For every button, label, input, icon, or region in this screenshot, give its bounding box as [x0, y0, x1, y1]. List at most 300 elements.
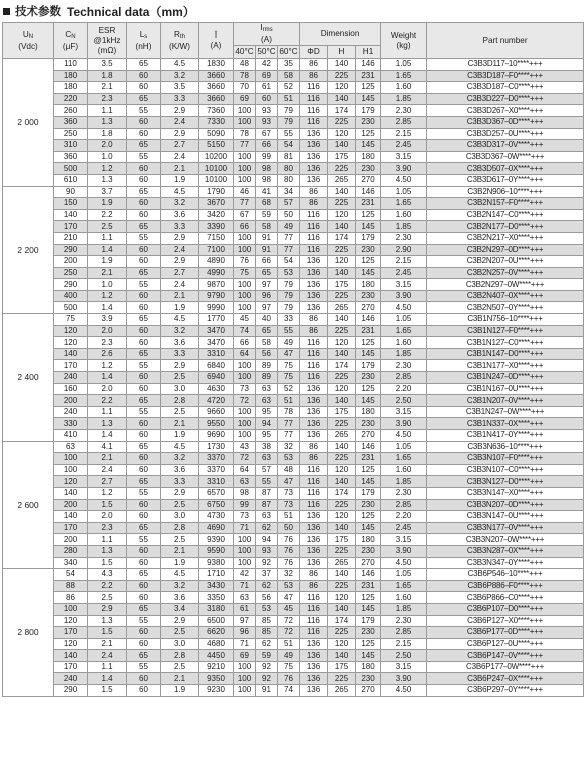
table-row: [3, 685, 584, 697]
table-cell: 77: [234, 140, 256, 152]
table-cell: 53: [278, 580, 300, 592]
table-cell: 175: [328, 534, 356, 546]
table-cell: 1.2: [88, 487, 127, 499]
table-row: [3, 395, 584, 407]
table-row: [3, 534, 584, 546]
table-cell: 240: [54, 406, 88, 418]
table-cell: 4690: [199, 522, 234, 534]
table-cell: 100: [234, 418, 256, 430]
col-50c: 50°C: [256, 46, 278, 59]
table-cell: 2.50: [381, 395, 427, 407]
table-cell: 3180: [199, 603, 234, 615]
table-cell: 225: [328, 418, 356, 430]
table-cell: 41: [256, 186, 278, 198]
table-cell: 86: [300, 325, 328, 337]
table-cell: 3.90: [381, 290, 427, 302]
table-cell: 1.4: [88, 244, 127, 256]
part-number-cell: C3B3N147–0U****+++: [427, 511, 584, 523]
table-cell: 140: [328, 140, 356, 152]
table-cell: 610: [54, 174, 88, 186]
table-cell: 3.2: [161, 70, 199, 82]
table-row: [3, 522, 584, 534]
part-number-cell: C3B6P127–0U****+++: [427, 638, 584, 650]
table-cell: 1.9: [161, 557, 199, 569]
table-cell: 2.15: [381, 256, 427, 268]
table-cell: 140: [328, 314, 356, 326]
table-cell: 4990: [199, 267, 234, 279]
table-cell: 2.0: [88, 383, 127, 395]
table-cell: 62: [256, 638, 278, 650]
table-row: [3, 70, 584, 82]
table-cell: 225: [328, 163, 356, 175]
table-cell: 136: [300, 661, 328, 673]
table-cell: 65: [127, 348, 161, 360]
table-row: [3, 290, 584, 302]
table-cell: 60: [127, 685, 161, 697]
table-cell: 96: [256, 290, 278, 302]
table-cell: 1.85: [381, 93, 427, 105]
table-cell: 3.2: [161, 453, 199, 465]
table-cell: 53: [256, 603, 278, 615]
table-cell: 170: [54, 221, 88, 233]
table-cell: 9660: [199, 406, 234, 418]
table-cell: 79: [278, 105, 300, 117]
table-cell: 75: [278, 372, 300, 384]
table-cell: 2.7: [88, 476, 127, 488]
table-cell: 3350: [199, 592, 234, 604]
table-cell: 230: [356, 372, 381, 384]
table-cell: 231: [356, 580, 381, 592]
table-cell: 9790: [199, 290, 234, 302]
table-cell: 231: [356, 325, 381, 337]
table-cell: 65: [127, 267, 161, 279]
table-cell: 74: [278, 685, 300, 697]
table-cell: 9350: [199, 673, 234, 685]
table-cell: 69: [234, 650, 256, 662]
table-cell: 1.0: [88, 279, 127, 291]
table-cell: 125: [356, 256, 381, 268]
table-cell: 116: [300, 615, 328, 627]
table-cell: 2.8: [161, 395, 199, 407]
table-cell: 1.3: [88, 545, 127, 557]
table-cell: 54: [278, 140, 300, 152]
table-cell: 55: [127, 534, 161, 546]
table-cell: 400: [54, 290, 88, 302]
table-cell: 100: [54, 603, 88, 615]
table-cell: 55: [256, 476, 278, 488]
table-cell: 60: [127, 511, 161, 523]
table-cell: 1.4: [88, 372, 127, 384]
table-cell: 1.1: [88, 105, 127, 117]
table-cell: 140: [54, 209, 88, 221]
table-cell: 1.9: [161, 174, 199, 186]
table-cell: 73: [234, 511, 256, 523]
table-cell: 4.50: [381, 685, 427, 697]
table-cell: 120: [328, 128, 356, 140]
table-cell: 6840: [199, 360, 234, 372]
table-cell: 91: [256, 244, 278, 256]
table-cell: 3.5: [161, 82, 199, 94]
table-cell: 146: [356, 59, 381, 71]
table-cell: 85: [256, 615, 278, 627]
table-cell: 77: [278, 418, 300, 430]
part-number-cell: C3B3N107–F0****+++: [427, 453, 584, 465]
table-cell: 4.3: [88, 569, 127, 581]
table-cell: 4.50: [381, 430, 427, 442]
table-cell: 54: [278, 256, 300, 268]
table-cell: 73: [278, 487, 300, 499]
table-cell: 92: [256, 673, 278, 685]
part-number-cell: C3B6P147–0V****+++: [427, 650, 584, 662]
table-cell: 1.05: [381, 569, 427, 581]
table-cell: 1.4: [88, 673, 127, 685]
table-cell: 2.20: [381, 511, 427, 523]
table-cell: 57: [278, 198, 300, 210]
table-cell: 136: [300, 383, 328, 395]
table-cell: 100: [234, 174, 256, 186]
table-cell: 100: [234, 116, 256, 128]
table-cell: 3370: [199, 453, 234, 465]
table-cell: 87: [256, 487, 278, 499]
table-cell: 230: [356, 116, 381, 128]
table-cell: 2.8: [161, 650, 199, 662]
table-cell: 230: [356, 244, 381, 256]
table-cell: 2.90: [381, 244, 427, 256]
part-number-cell: C3B3N347–0Y****+++: [427, 557, 584, 569]
table-cell: 85: [256, 627, 278, 639]
table-cell: 89: [256, 372, 278, 384]
table-cell: 1.1: [88, 232, 127, 244]
table-row: [3, 650, 584, 662]
table-cell: 55: [127, 279, 161, 291]
table-cell: 94: [256, 534, 278, 546]
table-cell: 7150: [199, 232, 234, 244]
table-cell: 136: [300, 279, 328, 291]
table-cell: 77: [278, 232, 300, 244]
table-cell: 1.9: [161, 685, 199, 697]
table-cell: 230: [356, 163, 381, 175]
table-cell: 51: [278, 395, 300, 407]
table-row: [3, 476, 584, 488]
table-cell: 97: [256, 302, 278, 314]
table-cell: 1.3: [88, 418, 127, 430]
col-height: H: [328, 46, 356, 59]
table-row: [3, 615, 584, 627]
table-cell: 136: [300, 534, 328, 546]
table-cell: 225: [328, 244, 356, 256]
table-cell: 125: [356, 337, 381, 349]
table-cell: 65: [127, 395, 161, 407]
table-cell: 1.85: [381, 476, 427, 488]
table-cell: 60: [127, 325, 161, 337]
col-ls: $L_s$ (nH): [127, 23, 161, 59]
part-number-cell: C3B3D267–X0****+++: [427, 105, 584, 117]
table-row: [3, 244, 584, 256]
table-cell: 53: [278, 267, 300, 279]
table-cell: 1.60: [381, 82, 427, 94]
table-cell: 2.7: [161, 140, 199, 152]
table-cell: 76: [278, 673, 300, 685]
table-cell: 100: [54, 453, 88, 465]
table-cell: 270: [356, 557, 381, 569]
table-cell: 2.9: [161, 615, 199, 627]
table-cell: 86: [54, 592, 88, 604]
table-cell: 6620: [199, 627, 234, 639]
table-cell: 290: [54, 279, 88, 291]
table-cell: 60: [127, 580, 161, 592]
table-cell: 49: [278, 221, 300, 233]
part-number-cell: C3B2N177–D0****+++: [427, 221, 584, 233]
table-cell: 220: [54, 93, 88, 105]
table-cell: 136: [300, 128, 328, 140]
table-cell: 230: [356, 418, 381, 430]
table-cell: 140: [328, 186, 356, 198]
table-cell: 60: [127, 302, 161, 314]
table-cell: 136: [300, 151, 328, 163]
table-cell: 1.65: [381, 325, 427, 337]
table-cell: 69: [234, 93, 256, 105]
table-cell: 116: [300, 232, 328, 244]
table-cell: 81: [278, 151, 300, 163]
table-cell: 76: [278, 557, 300, 569]
table-cell: 55: [127, 406, 161, 418]
table-cell: 91: [256, 685, 278, 697]
table-cell: 1.2: [88, 163, 127, 175]
part-number-cell: C3B1N177–X0****+++: [427, 360, 584, 372]
table-cell: 100: [234, 685, 256, 697]
table-cell: 200: [54, 534, 88, 546]
table-cell: 3310: [199, 476, 234, 488]
table-cell: 100: [234, 360, 256, 372]
table-cell: 1.8: [88, 70, 127, 82]
table-cell: 86: [300, 70, 328, 82]
col-un: $U_N$ (Vdc): [3, 23, 54, 59]
table-cell: 60: [127, 256, 161, 268]
table-cell: 180: [54, 82, 88, 94]
table-row: [3, 430, 584, 442]
table-cell: 145: [356, 221, 381, 233]
table-cell: 95: [256, 430, 278, 442]
table-cell: 116: [300, 244, 328, 256]
table-cell: 2.3: [88, 93, 127, 105]
col-60c: 60°C: [278, 46, 300, 59]
voltage-cell: 2 800: [3, 569, 54, 697]
table-cell: 136: [300, 545, 328, 557]
table-cell: 72: [234, 453, 256, 465]
table-cell: 360: [54, 116, 88, 128]
table-cell: 4.5: [161, 441, 199, 453]
col-cn: $C_N$ (μF): [54, 23, 88, 59]
table-cell: 175: [328, 661, 356, 673]
table-cell: 32: [278, 441, 300, 453]
table-row: [3, 383, 584, 395]
table-cell: 58: [278, 70, 300, 82]
table-cell: 230: [356, 290, 381, 302]
table-cell: 60: [127, 557, 161, 569]
table-cell: 60: [127, 70, 161, 82]
table-cell: 230: [356, 673, 381, 685]
part-number-cell: C3B2N507–0Y****+++: [427, 302, 584, 314]
table-cell: 179: [356, 487, 381, 499]
part-number-cell: C3B3N207–0W****+++: [427, 534, 584, 546]
table-cell: 270: [356, 685, 381, 697]
table-cell: 60: [127, 244, 161, 256]
table-cell: 2.15: [381, 638, 427, 650]
table-cell: 45: [278, 603, 300, 615]
table-cell: 3670: [199, 198, 234, 210]
table-cell: 1.4: [88, 430, 127, 442]
table-cell: 2.4: [88, 650, 127, 662]
table-cell: 78: [278, 406, 300, 418]
table-cell: 4720: [199, 395, 234, 407]
table-cell: 116: [300, 82, 328, 94]
table-row: [3, 511, 584, 523]
table-cell: 47: [278, 348, 300, 360]
table-cell: 63: [234, 476, 256, 488]
table-cell: 3.6: [161, 337, 199, 349]
table-cell: 116: [300, 499, 328, 511]
table-row: [3, 487, 584, 499]
table-cell: 290: [54, 685, 88, 697]
table-cell: 87: [256, 499, 278, 511]
table-cell: 1.1: [88, 661, 127, 673]
table-row: [3, 580, 584, 592]
table-cell: 97: [256, 279, 278, 291]
part-number-cell: C3B2N297–0W****+++: [427, 279, 584, 291]
table-cell: 9550: [199, 418, 234, 430]
table-cell: 225: [328, 116, 356, 128]
table-cell: 265: [328, 174, 356, 186]
table-cell: 1770: [199, 314, 234, 326]
table-cell: 179: [356, 360, 381, 372]
table-cell: 116: [300, 105, 328, 117]
part-number-cell: C3B3D367–0W****+++: [427, 151, 584, 163]
table-cell: 71: [234, 522, 256, 534]
table-row: [3, 256, 584, 268]
table-row: [3, 360, 584, 372]
table-cell: 60: [127, 418, 161, 430]
voltage-cell: 2 400: [3, 314, 54, 442]
table-cell: 60: [127, 545, 161, 557]
part-number-cell: C3B3N287–0X****+++: [427, 545, 584, 557]
table-cell: 225: [328, 627, 356, 639]
table-row: [3, 221, 584, 233]
table-cell: 76: [234, 256, 256, 268]
table-cell: 116: [300, 221, 328, 233]
table-cell: 2.5: [161, 499, 199, 511]
table-cell: 67: [234, 209, 256, 221]
table-cell: 310: [54, 140, 88, 152]
table-cell: 231: [356, 70, 381, 82]
table-cell: 60: [256, 93, 278, 105]
part-number-cell: C3B6P177–0W****+++: [427, 661, 584, 673]
table-row: [3, 186, 584, 198]
table-cell: 140: [328, 267, 356, 279]
table-cell: 2.1: [88, 638, 127, 650]
table-cell: 10100: [199, 174, 234, 186]
table-cell: 75: [54, 314, 88, 326]
table-cell: 66: [234, 221, 256, 233]
table-cell: 9210: [199, 661, 234, 673]
table-cell: 1.3: [88, 615, 127, 627]
table-cell: 3.2: [161, 325, 199, 337]
table-cell: 2.9: [161, 105, 199, 117]
table-cell: 3.6: [161, 464, 199, 476]
table-cell: 40: [256, 314, 278, 326]
table-cell: 86: [300, 441, 328, 453]
part-number-cell: C3B3D617–0Y****+++: [427, 174, 584, 186]
table-cell: 48: [278, 464, 300, 476]
table-cell: 180: [54, 70, 88, 82]
table-cell: 60: [127, 128, 161, 140]
table-cell: 3420: [199, 209, 234, 221]
table-cell: 136: [300, 163, 328, 175]
col-height1: H1: [356, 46, 381, 59]
section-title: [0, 0, 585, 22]
table-cell: 225: [328, 290, 356, 302]
table-cell: 1.05: [381, 441, 427, 453]
table-cell: 2.30: [381, 105, 427, 117]
table-cell: 60: [127, 372, 161, 384]
table-cell: 2.3: [88, 337, 127, 349]
table-cell: 1.1: [88, 406, 127, 418]
table-cell: 136: [300, 256, 328, 268]
table-cell: 2.1: [88, 82, 127, 94]
table-cell: 2.4: [161, 279, 199, 291]
table-cell: 3.9: [88, 314, 127, 326]
table-cell: 100: [234, 163, 256, 175]
table-cell: 120: [328, 209, 356, 221]
table-cell: 46: [234, 186, 256, 198]
table-cell: 140: [328, 522, 356, 534]
table-cell: 2.0: [88, 140, 127, 152]
table-cell: 170: [54, 522, 88, 534]
part-number-cell: C3B1N756–10****+++: [427, 314, 584, 326]
part-number-cell: C3B2N207–0U****+++: [427, 256, 584, 268]
table-cell: 6750: [199, 499, 234, 511]
table-cell: 75: [278, 360, 300, 372]
table-row: [3, 302, 584, 314]
table-cell: 360: [54, 151, 88, 163]
table-cell: 59: [256, 650, 278, 662]
table-cell: 136: [300, 406, 328, 418]
table-cell: 240: [54, 673, 88, 685]
table-cell: 125: [356, 383, 381, 395]
part-number-cell: C3B3N636–10****+++: [427, 441, 584, 453]
part-number-cell: C3B6P107–D0****+++: [427, 603, 584, 615]
table-cell: 98: [256, 163, 278, 175]
table-cell: 51: [278, 93, 300, 105]
table-cell: 1.05: [381, 59, 427, 71]
voltage-cell: 2 600: [3, 441, 54, 569]
table-cell: 265: [328, 302, 356, 314]
part-number-cell: C3B1N337–0X****+++: [427, 418, 584, 430]
table-cell: 1.8: [88, 128, 127, 140]
table-cell: 9230: [199, 685, 234, 697]
table-cell: 3.3: [161, 348, 199, 360]
table-cell: 93: [256, 105, 278, 117]
table-cell: 120: [328, 337, 356, 349]
table-cell: 79: [278, 302, 300, 314]
table-cell: 3.3: [161, 221, 199, 233]
table-cell: 33: [278, 314, 300, 326]
table-cell: 68: [256, 198, 278, 210]
table-cell: 2.9: [161, 232, 199, 244]
table-cell: 410: [54, 430, 88, 442]
part-number-cell: C3B3D257–0U****+++: [427, 128, 584, 140]
table-cell: 5150: [199, 140, 234, 152]
table-cell: 175: [328, 279, 356, 291]
